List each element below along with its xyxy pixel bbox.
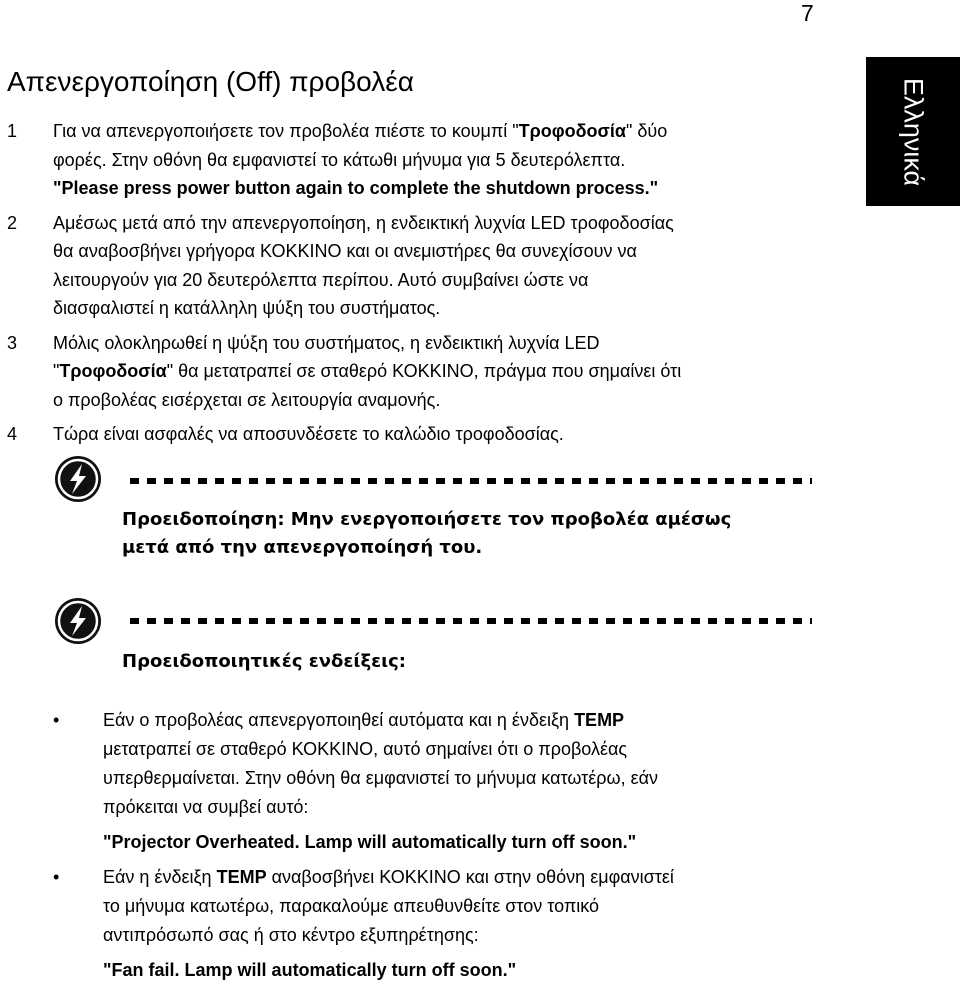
text-segment: αντιπρόσωπό σας ή στο κέντρο εξυπηρέτησης: (103, 925, 479, 945)
step-text (53, 117, 842, 203)
text-line (53, 294, 842, 323)
system-message: "Fan fail. Lamp will automatically turn off soon." (103, 960, 517, 980)
text-line (53, 117, 842, 146)
steps-list (7, 117, 842, 455)
bullet-item (0, 863, 860, 985)
step-number: 2 (7, 212, 18, 233)
text-line (103, 921, 860, 950)
text-line (103, 863, 860, 892)
text-line (53, 146, 842, 175)
warning-dashed-rule (130, 478, 812, 484)
bold-text: TEMP (216, 867, 267, 887)
warning-line: μετά από την απενεργοποίησή του. (122, 537, 483, 558)
warning-dashed-rule (130, 618, 812, 624)
text-segment: Εάν η ένδειξη (103, 867, 217, 887)
system-message: "Projector Overheated. Lamp will automatically turn off soon." (103, 832, 637, 852)
text-line (53, 329, 842, 358)
text-segment: φορές. Στην οθόνη θα εμφανιστεί το κάτωθι μήνυμα για 5 δευτερόλεπτα. (53, 149, 626, 170)
text-segment: ο προβολέας εισέρχεται σε λειτουργία αναμονής. (53, 389, 441, 410)
warning-heading (122, 648, 406, 676)
step-item (7, 209, 842, 323)
text-segment: " (53, 361, 60, 381)
text-line (53, 357, 842, 386)
bullet-icon: • (53, 710, 60, 730)
text-segment: Μόλις ολοκληρωθεί η ψύξη του συστήματος, η ενδεικτική λυχνία LED (53, 332, 600, 353)
bold-text: Τροφοδοσία (59, 361, 167, 381)
warning-lightning-icon (55, 598, 101, 644)
text-segment: υπερθερμαίνεται. Στην οθόνη θα εμφανιστεί το μήνυμα κατωτέρω, εάν (103, 768, 659, 788)
text-line (53, 420, 842, 449)
step-text (53, 209, 842, 323)
text-line (53, 174, 842, 203)
text-segment: " θα μετατραπεί σε σταθερό ΚΟΚΚΙΝΟ, πράγμα που σημαίνει ότι (166, 361, 682, 381)
text-line (53, 386, 842, 415)
bold-text: TEMP (574, 710, 625, 730)
text-segment: το μήνυμα κατωτέρω, παρακαλούμε απευθυνθείτε στον τοπικό (103, 896, 600, 916)
warning-line: Προειδοποίηση: Μην ενεργοποιήσετε τον προβολέα αμέσως (122, 509, 732, 530)
text-segment: λειτουργούν για 20 δευτερόλεπτα περίπου. Αυτό συμβαίνει ώστε να (53, 269, 589, 290)
language-tab (866, 57, 960, 206)
step-item (7, 117, 842, 203)
text-line (53, 266, 842, 295)
text-segment: πρόκειται να συμβεί αυτό: (103, 797, 309, 817)
step-text (53, 420, 842, 449)
text-segment: θα αναβοσβήνει γρήγορα ΚΟΚΚΙΝΟ και οι ανεμιστήρες θα συνεχίσουν να (53, 241, 637, 261)
step-item (7, 420, 842, 449)
warning-heading-text: Προειδοποιητικές ενδείξεις: (122, 651, 406, 672)
text-segment: διασφαλιστεί η κατάλληλη ψύξη του συστήματος. (53, 298, 441, 318)
text-segment: Για να απενεργοποιήσετε τον προβολέα πιέστε το κουμπί " (53, 121, 519, 141)
page-title: Απενεργοποίηση (Off) προβολέα (7, 66, 414, 97)
bullet-item (0, 706, 860, 857)
text-segment: μετατραπεί σε σταθερό ΚΟΚΚΙΝΟ, αυτό σημαίνει ότι ο προβολέας (103, 739, 628, 759)
step-number: 3 (7, 332, 18, 353)
text-line (103, 892, 860, 921)
bold-text: Τροφοδοσία (518, 121, 626, 141)
text-line (53, 209, 842, 238)
text-segment: Τώρα είναι ασφαλές να αποσυνδέσετε το καλώδιο τροφοδοσίας. (53, 424, 564, 444)
text-segment: Αμέσως μετά από την απενεργοποίηση, η ενδεικτική λυχνία LED τροφοδοσίας (53, 212, 674, 233)
bold-text: "Please press power button again to complete the shutdown process." (53, 178, 659, 198)
step-number: 1 (7, 121, 18, 141)
text-line (103, 793, 860, 822)
step-number: 4 (7, 424, 18, 444)
page-number: 7 (801, 0, 814, 26)
step-text (53, 329, 842, 415)
text-line (103, 764, 860, 793)
text-segment: " δύο (625, 121, 668, 141)
text-line (103, 706, 860, 735)
text-segment: αναβοσβήνει ΚΟΚΚΙΝΟ και στην οθόνη εμφανιστεί (266, 867, 674, 887)
text-line (103, 735, 860, 764)
bullet-icon: • (53, 867, 60, 887)
warning-text (122, 506, 731, 562)
language-tab-label: Ελληνικά (898, 77, 929, 186)
step-item (7, 329, 842, 415)
text-line (53, 237, 842, 266)
text-segment: Εάν ο προβολέας απενεργοποιηθεί αυτόματα και η ένδειξη (103, 710, 575, 730)
bullet-list (0, 706, 860, 989)
warning-lightning-icon (55, 456, 101, 502)
